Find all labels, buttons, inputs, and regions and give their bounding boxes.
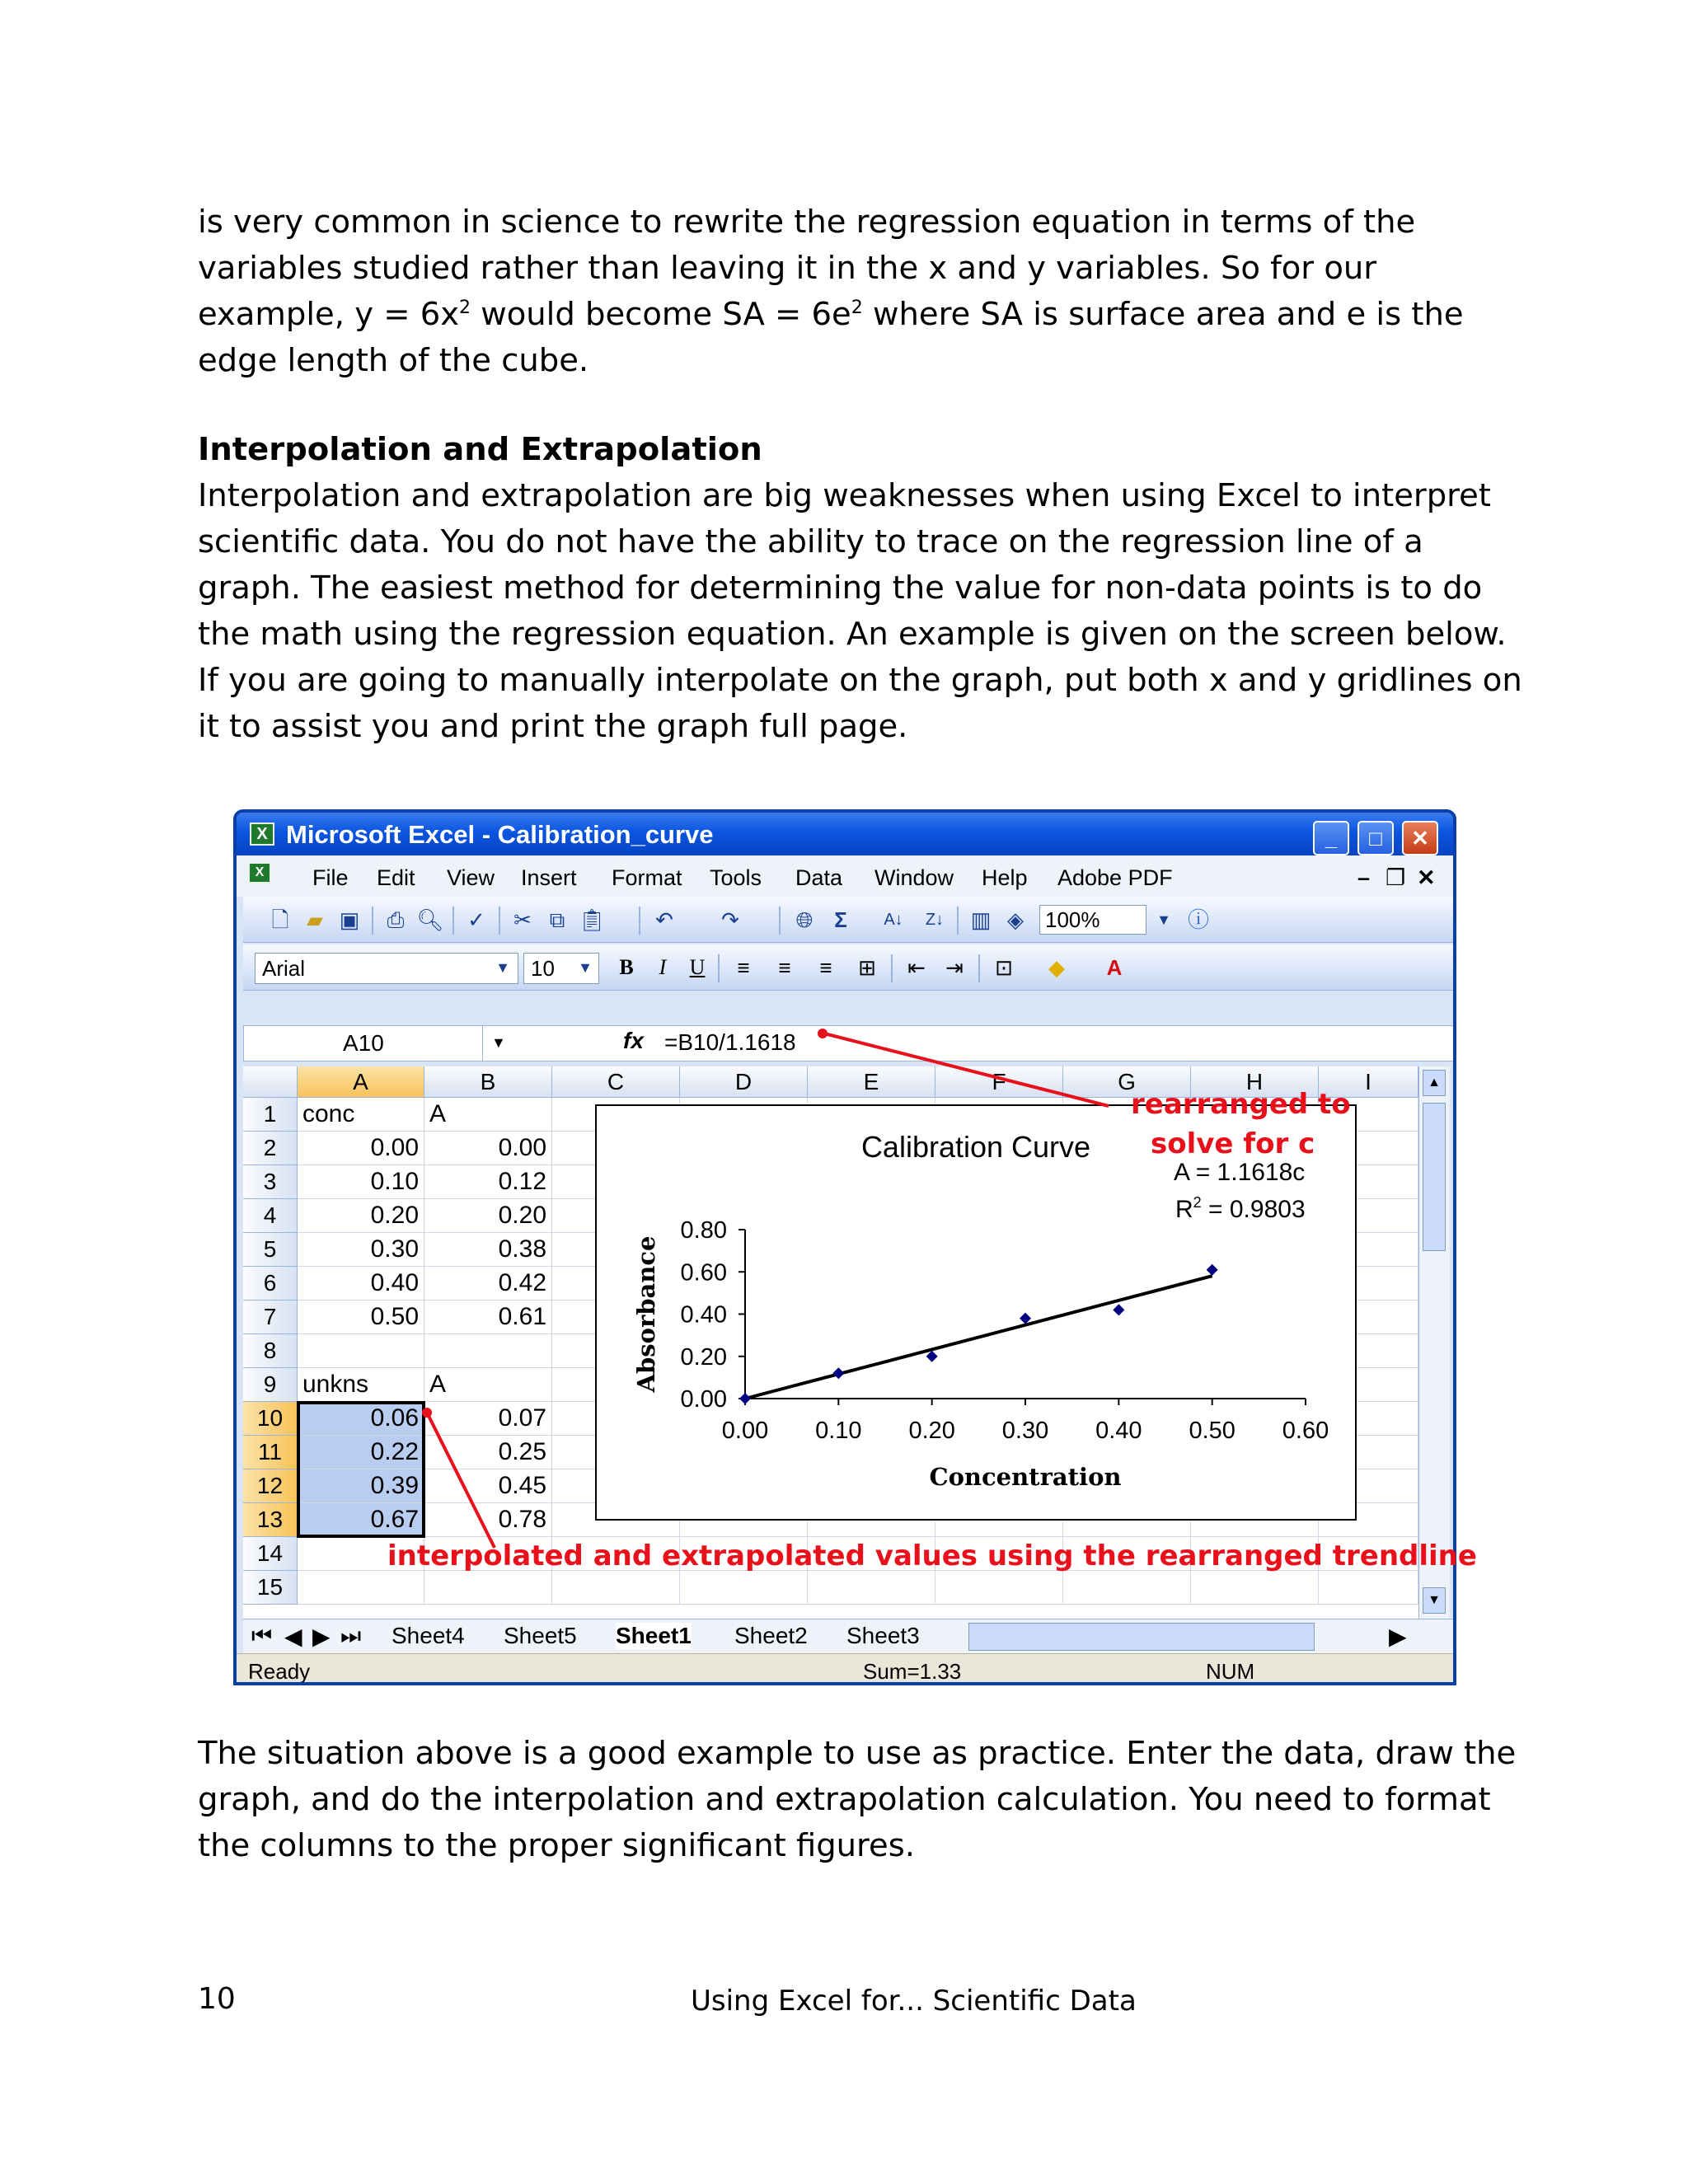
column-header[interactable]: I: [1319, 1066, 1418, 1098]
first-sheet-icon[interactable]: ⏮: [251, 1623, 273, 1648]
row-header[interactable]: 6: [243, 1267, 298, 1301]
column-header[interactable]: A: [298, 1066, 424, 1098]
row-header[interactable]: 7: [243, 1301, 298, 1334]
row-header[interactable]: 4: [243, 1199, 298, 1233]
spelling-icon[interactable]: ✓: [467, 907, 485, 932]
cell-b10[interactable]: 0.07: [424, 1402, 552, 1436]
chevron-down-icon[interactable]: ▼: [1156, 912, 1171, 928]
align-left-icon[interactable]: ≡: [737, 955, 750, 980]
sheet-tab-sheet1[interactable]: Sheet1: [616, 1623, 692, 1648]
menu-format[interactable]: Format: [612, 865, 682, 890]
status-ready: Ready: [248, 1659, 311, 1684]
y-tick-label: 0.00: [680, 1386, 727, 1413]
y-tick-label: 0.20: [680, 1343, 727, 1371]
annotation-solve-for-c: solve for c: [1151, 1127, 1315, 1160]
scroll-down-icon[interactable]: ▼: [1423, 1587, 1446, 1614]
maximize-button[interactable]: □: [1357, 821, 1394, 855]
align-right-icon[interactable]: ≡: [819, 955, 832, 980]
font-size-select[interactable]: 10: [523, 953, 599, 984]
y-tick-label: 0.40: [680, 1301, 727, 1329]
copy-icon[interactable]: ⧉: [549, 907, 565, 932]
arrow-head-dot: [422, 1408, 432, 1418]
row-header[interactable]: 3: [243, 1165, 298, 1199]
section-line: If you are going to manually interpolate on the graph, put both x and y gridlines on: [198, 662, 1522, 699]
page-number: 10: [198, 1982, 236, 2016]
closing-line: The situation above is a good example to use as practice. Enter the data, draw the: [198, 1735, 1517, 1772]
cell-b13[interactable]: 0.78: [424, 1503, 552, 1537]
intro-line: edge length of the cube.: [198, 342, 589, 379]
italic-icon[interactable]: I: [659, 955, 667, 979]
prev-sheet-icon[interactable]: ◀: [284, 1624, 302, 1649]
column-header[interactable]: B: [424, 1066, 552, 1098]
paste-icon[interactable]: 📋︎: [578, 907, 606, 932]
help-icon[interactable]: ⓘ: [1187, 907, 1209, 932]
print-icon[interactable]: ⎙: [387, 907, 405, 932]
sheet-tab-sheet5[interactable]: Sheet5: [504, 1623, 577, 1648]
intro-line: variables studied rather than leaving it in the x and y variables. So for our: [198, 250, 1377, 287]
running-footer: Using Excel for... Scientific Data: [691, 1985, 1137, 2018]
x-tick-label: 0.20: [908, 1418, 955, 1444]
intro-line: is very common in science to rewrite the regression equation in terms of the: [198, 204, 1416, 241]
new-icon[interactable]: 🗋: [271, 907, 289, 932]
column-header[interactable]: D: [680, 1066, 808, 1098]
formula-input[interactable]: =B10/1.1618: [664, 1029, 796, 1055]
menu-insert[interactable]: Insert: [521, 865, 577, 890]
y-tick-label: 0.80: [680, 1217, 727, 1244]
column-header[interactable]: G: [1063, 1066, 1191, 1098]
cell-a4[interactable]: 0.20: [298, 1199, 424, 1233]
sheet-tab-sheet4[interactable]: Sheet4: [392, 1623, 465, 1648]
r-squared-exponent: 2: [1193, 1194, 1202, 1211]
menu-help[interactable]: Help: [982, 865, 1028, 890]
cell-a11[interactable]: 0.22: [298, 1436, 424, 1469]
next-sheet-icon[interactable]: ▶: [312, 1624, 331, 1649]
cell-a13[interactable]: 0.67: [298, 1503, 424, 1537]
font-color-icon[interactable]: A: [1106, 955, 1123, 980]
row-header[interactable]: 10: [243, 1402, 298, 1436]
cell-b3[interactable]: 0.12: [424, 1165, 552, 1199]
name-box[interactable]: A10: [244, 1026, 483, 1061]
open-icon[interactable]: ▰: [307, 907, 323, 932]
menu-file[interactable]: File: [312, 865, 349, 890]
redo-icon[interactable]: ↷: [721, 907, 739, 932]
chevron-down-icon[interactable]: ▼: [578, 959, 593, 976]
function-icon[interactable]: fx: [623, 1028, 644, 1053]
menu-data[interactable]: Data: [795, 865, 843, 890]
scroll-right-icon[interactable]: ▶: [1389, 1624, 1407, 1649]
cell-b5[interactable]: 0.38: [424, 1233, 552, 1267]
menu-window[interactable]: Window: [874, 865, 954, 890]
row-header[interactable]: 9: [243, 1368, 298, 1402]
zoom-select[interactable]: 100%: [1039, 905, 1146, 935]
print-preview-icon[interactable]: 🔍︎: [416, 907, 444, 932]
x-tick-label: 0.30: [1001, 1418, 1049, 1444]
x-tick-label: 0.00: [721, 1418, 769, 1444]
arrow-head-dot: [818, 1029, 828, 1038]
cell-b11[interactable]: 0.25: [424, 1436, 552, 1469]
row-header[interactable]: 5: [243, 1233, 298, 1267]
section-line: graph. The easiest method for determining the value for non-data points is to do: [198, 569, 1483, 607]
cell-a10[interactable]: 0.06: [298, 1402, 424, 1436]
cell-a3[interactable]: 0.10: [298, 1165, 424, 1199]
doc-minimize-icon[interactable]: –: [1357, 865, 1371, 890]
menu-view[interactable]: View: [447, 865, 495, 890]
cell-a9[interactable]: unkns: [298, 1368, 424, 1402]
section-line: it to assist you and print the graph full page.: [198, 708, 908, 745]
sheet-tab-sheet2[interactable]: Sheet2: [734, 1623, 808, 1648]
annotation-rearranged: rearranged to: [1131, 1088, 1351, 1121]
drawing-icon[interactable]: ◈: [1007, 907, 1024, 932]
chevron-down-icon[interactable]: ▼: [495, 959, 510, 976]
excel-icon: X: [250, 823, 274, 846]
chart-wizard-icon[interactable]: ▥: [970, 907, 992, 932]
column-header[interactable]: C: [552, 1066, 680, 1098]
row-header[interactable]: 15: [243, 1571, 298, 1605]
trendline-equation: A = 1.1618c: [1174, 1159, 1306, 1186]
fill-color-icon[interactable]: ◆: [1048, 955, 1065, 980]
decrease-indent-icon[interactable]: ⇤: [907, 955, 926, 980]
row-header[interactable]: 13: [243, 1503, 298, 1537]
cell-b1[interactable]: A: [424, 1098, 552, 1132]
section-line: the math using the regression equation. An example is given on the screen below.: [198, 616, 1507, 653]
cell-b9[interactable]: A: [424, 1368, 552, 1402]
arrow-to-formula: [824, 1033, 1109, 1106]
underline-icon[interactable]: U: [689, 955, 706, 979]
x-tick-label: 0.60: [1282, 1418, 1329, 1444]
menu-adobe-pdf[interactable]: Adobe PDF: [1057, 865, 1173, 890]
chevron-down-icon[interactable]: ▼: [491, 1034, 506, 1051]
close-button[interactable]: ✕: [1402, 821, 1438, 855]
r-squared-value: = 0.9803: [1201, 1196, 1306, 1223]
intro-line-equation: example, $y = 6x^2$ would become SA = $6e^2$ where SA is surface area and e is the: [198, 296, 1464, 333]
autosum-icon[interactable]: Σ: [834, 907, 847, 932]
column-header[interactable]: H: [1191, 1066, 1319, 1098]
chart-title: Calibration Curve: [860, 1130, 1091, 1164]
closing-paragraph: [198, 1731, 1517, 1869]
row-header[interactable]: 11: [243, 1436, 298, 1469]
cell-a2[interactable]: 0.00: [298, 1132, 424, 1165]
menu-edit[interactable]: Edit: [377, 865, 415, 890]
row-header[interactable]: 12: [243, 1469, 298, 1503]
cell-a5[interactable]: 0.30: [298, 1233, 424, 1267]
align-center-icon[interactable]: ≡: [778, 955, 791, 980]
minimize-button[interactable]: _: [1313, 821, 1349, 855]
cell-a7[interactable]: 0.50: [298, 1301, 424, 1334]
cell-b6[interactable]: 0.42: [424, 1267, 552, 1301]
cell-a1[interactable]: conc: [298, 1098, 424, 1132]
bold-icon[interactable]: B: [619, 955, 634, 979]
doc-restore-icon[interactable]: ❐: [1386, 865, 1406, 890]
sort-descending-icon[interactable]: Z↓: [925, 911, 945, 929]
row-header[interactable]: 14: [243, 1537, 298, 1571]
y-axis-label: Absorbance: [632, 1235, 660, 1393]
status-sum: Sum=1.33: [863, 1659, 962, 1684]
column-header[interactable]: F: [935, 1066, 1063, 1098]
section-line: Interpolation and extrapolation are big weaknesses when using Excel to interpret: [198, 477, 1491, 514]
sort-ascending-icon[interactable]: A↓: [884, 911, 903, 929]
section-heading: Interpolation and Extrapolation: [198, 431, 762, 468]
menu-tools[interactable]: Tools: [710, 865, 762, 890]
save-icon[interactable]: ▣: [339, 907, 360, 932]
closing-line: graph, and do the interpolation and extrapolation calculation. You need to format: [198, 1781, 1491, 1818]
scroll-up-icon[interactable]: ▲: [1423, 1070, 1446, 1096]
cut-icon[interactable]: ✂: [513, 907, 532, 932]
increase-indent-icon[interactable]: ⇥: [945, 955, 964, 980]
doc-close-icon[interactable]: ✕: [1417, 865, 1436, 890]
arrow-to-cells: [429, 1416, 495, 1548]
cell-b12[interactable]: 0.45: [424, 1469, 552, 1503]
cell-b2[interactable]: 0.00: [424, 1132, 552, 1165]
last-sheet-icon[interactable]: ⏭: [340, 1623, 362, 1648]
font-select[interactable]: Arial: [255, 953, 518, 984]
x-tick-label: 0.50: [1189, 1418, 1236, 1444]
r-squared-symbol: R: [1175, 1196, 1193, 1223]
cell-a12[interactable]: 0.39: [298, 1469, 424, 1503]
closing-line: the columns to the proper significant figures.: [198, 1827, 916, 1864]
merge-center-icon[interactable]: ⊞: [858, 955, 876, 980]
workbook-icon: X: [248, 862, 271, 883]
cell-b7[interactable]: 0.61: [424, 1301, 552, 1334]
x-tick-label: 0.10: [815, 1418, 862, 1444]
sheet-tab-sheet3[interactable]: Sheet3: [846, 1623, 920, 1648]
hyperlink-icon[interactable]: 🌐︎: [795, 907, 814, 932]
x-tick-label: 0.40: [1095, 1418, 1142, 1444]
column-header[interactable]: E: [808, 1066, 935, 1098]
row-header[interactable]: 1: [243, 1098, 298, 1132]
cell-b4[interactable]: 0.20: [424, 1199, 552, 1233]
x-axis-label: Concentration: [929, 1463, 1122, 1491]
borders-icon[interactable]: ⊡: [995, 955, 1013, 980]
row-header[interactable]: 2: [243, 1132, 298, 1165]
status-num-lock: NUM: [1206, 1659, 1255, 1684]
annotation-interpolated-values: interpolated and extrapolated values using the rearranged trendline: [387, 1540, 1477, 1572]
cell-a6[interactable]: 0.40: [298, 1267, 424, 1301]
undo-icon[interactable]: ↶: [655, 907, 673, 932]
y-tick-label: 0.60: [680, 1259, 727, 1286]
window-title: Microsoft Excel - Calibration_curve: [286, 820, 714, 849]
section-line: scientific data. You do not have the ability to trace on the regression line of a: [198, 523, 1423, 560]
row-header[interactable]: 8: [243, 1334, 298, 1368]
